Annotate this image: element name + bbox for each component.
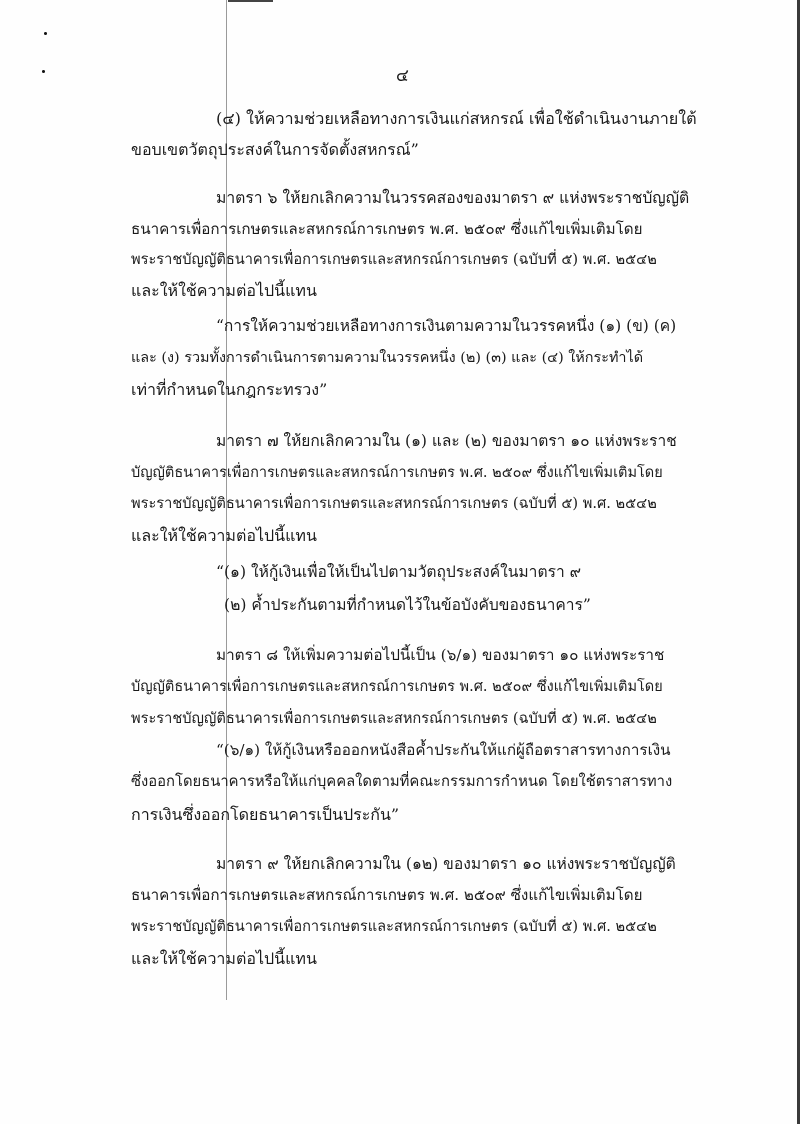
text-line: และให้ใช้ความต่อไปนี้แทน	[131, 526, 317, 545]
text-line: พระราชบัญญัติธนาคารเพื่อการเกษตรและสหกรณ์การเกษตร (ฉบับที่ ๕) พ.ศ. ๒๕๔๒	[131, 495, 657, 512]
text-line: บัญญัติธนาคารเพื่อการเกษตรและสหกรณ์การเกษตร พ.ศ. ๒๕๐๙ ซึ่งแก้ไขเพิ่มเติมโดย	[131, 679, 663, 695]
section-heading-line: มาตรา ๗ ให้ยกเลิกความใน (๑) และ (๒) ของมาตรา ๑๐ แห่งพระราช	[216, 432, 677, 450]
quote-line: “(๖/๑) ให้กู้เงินหรือออกหนังสือค้ำประกันให้แก่ผู้ถือตราสารทางการเงิน	[216, 741, 671, 759]
page-number: ๔	[396, 66, 409, 86]
section-heading-line: มาตรา ๖ ให้ยกเลิกความในวรรคสองของมาตรา ๙ แห่งพระราชบัญญัติ	[216, 188, 690, 207]
quote-line: เท่าที่กำหนดในกฎกระทรวง”	[131, 380, 328, 399]
section-heading-line: มาตรา ๘ ให้เพิ่มความต่อไปนี้เป็น (๖/๑) ของมาตรา ๑๐ แห่งพระราช	[216, 646, 665, 664]
text-line: พระราชบัญญัติธนาคารเพื่อการเกษตรและสหกรณ์การเกษตร (ฉบับที่ ๕) พ.ศ. ๒๕๔๒	[131, 251, 657, 268]
quote-line: และ (ง) รวมทั้งการดำเนินการตามความในวรรคหนึ่ง (๒) (๓) และ (๔) ให้กระทำได้	[131, 350, 644, 366]
text-line: และให้ใช้ความต่อไปนี้แทน	[131, 281, 317, 300]
quote-line: ซึ่งออกโดยธนาคารหรือให้แก่บุคคลใดตามที่คณะกรรมการกำหนด โดยใช้ตราสารทาง	[131, 773, 673, 790]
quote-line: “(๑) ให้กู้เงินเพื่อให้เป็นไปตามวัตถุประสงค์ในมาตรา ๙	[216, 563, 582, 581]
text-line: (๔) ให้ความช่วยเหลือทางการเงินแก่สหกรณ์ เพื่อใช้ดำเนินงานภายใต้	[216, 109, 697, 128]
text-line: พระราชบัญญัติธนาคารเพื่อการเกษตรและสหกรณ์การเกษตร (ฉบับที่ ๕) พ.ศ. ๒๕๔๒	[131, 710, 657, 727]
scan-artifact-top	[228, 0, 273, 2]
text-line: บัญญัติธนาคารเพื่อการเกษตรและสหกรณ์การเกษตร พ.ศ. ๒๕๐๙ ซึ่งแก้ไขเพิ่มเติมโดย	[131, 465, 663, 481]
scan-dot	[42, 70, 45, 73]
scan-dot	[44, 32, 47, 35]
text-line: ธนาคารเพื่อการเกษตรและสหกรณ์การเกษตร พ.ศ. ๒๕๐๙ ซึ่งแก้ไขเพิ่มเติมโดย	[131, 886, 643, 904]
quote-line: การเงินซึ่งออกโดยธนาคารเป็นประกัน”	[131, 805, 400, 824]
text-line: พระราชบัญญัติธนาคารเพื่อการเกษตรและสหกรณ์การเกษตร (ฉบับที่ ๕) พ.ศ. ๒๕๔๒	[131, 918, 657, 935]
text-line: ธนาคารเพื่อการเกษตรและสหกรณ์การเกษตร พ.ศ. ๒๕๐๙ ซึ่งแก้ไขเพิ่มเติมโดย	[131, 220, 643, 238]
text-line: ขอบเขตวัตถุประสงค์ในการจัดตั้งสหกรณ์”	[131, 140, 419, 159]
section-heading-line: มาตรา ๙ ให้ยกเลิกความใน (๑๒) ของมาตรา ๑๐ แห่งพระราชบัญญัติ	[216, 855, 676, 873]
quote-line: (๒) ค้ำประกันตามที่กำหนดไว้ในข้อบังคับของธนาคาร”	[224, 596, 591, 614]
quote-line: “การให้ความช่วยเหลือทางการเงินตามความในวรรคหนึ่ง (๑) (ข) (ค)	[216, 317, 677, 335]
text-line: และให้ใช้ความต่อไปนี้แทน	[131, 949, 317, 968]
